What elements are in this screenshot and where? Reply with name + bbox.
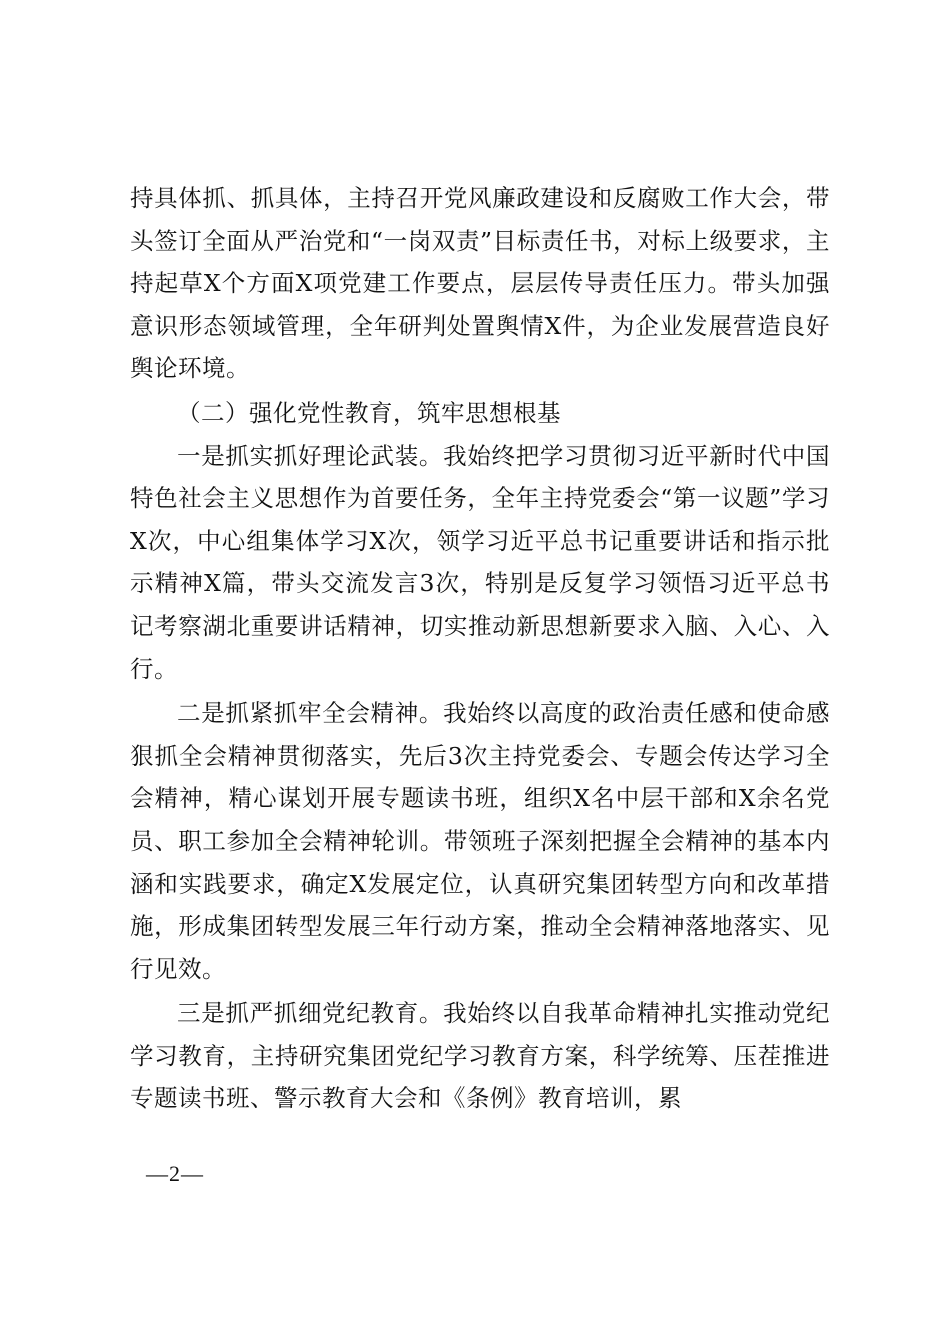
section-heading: （二）强化党性教育，筑牢思想根基 xyxy=(177,398,561,427)
document-body xyxy=(130,177,830,1120)
paragraph-discipline-education: 三是抓严抓细党纪教育。我始终以自我革命精神扎实推动党纪学习教育，主持研究集团党纪学习教育方案，科学统筹、压茬推进专题读书班、警示教育大会和《条例》教育培训，累 xyxy=(130,999,830,1113)
page-number: —2— xyxy=(146,1161,204,1186)
paragraph-theory-study: 一是抓实抓好理论武装。我始终把学习贯彻习近平新时代中国特色社会主义思想作为首要任务，全年主持党委会“第一议题”学习X次，中心组集体学习X次，领学习近平总书记重要讲话和指示批示精神X篇，带头交流发言3次，特别是反复学习领悟习近平总书记考察湖北重要讲话精神，切实推动新思想新要求入脑、入心、入行。 xyxy=(130,441,830,683)
paragraph-continuation: 持具体抓、抓具体，主持召开党风廉政建设和反腐败工作大会，带头签订全面从严治党和“一岗双责”目标责任书，对标上级要求，主持起草X个方面X项党建工作要点，层层传导责任压力。带头加强意识形态领域管理，全年研判处置舆情X件，为企业发展营造良好舆论环境。 xyxy=(130,184,830,383)
paragraph-plenary-spirit: 二是抓紧抓牢全会精神。我始终以高度的政治责任感和使命感狠抓全会精神贯彻落实，先后3次主持党委会、专题会传达学习全会精神，精心谋划开展专题读书班，组织X名中层干部和X余名党员、职工参加全会精神轮训。带领班子深刻把握全会精神的基本内涵和实践要求，确定X发展定位，认真研究集团转型方向和改革措施，形成集团转型发展三年行动方案，推动全会精神落地落实、见行见效。 xyxy=(130,699,830,983)
